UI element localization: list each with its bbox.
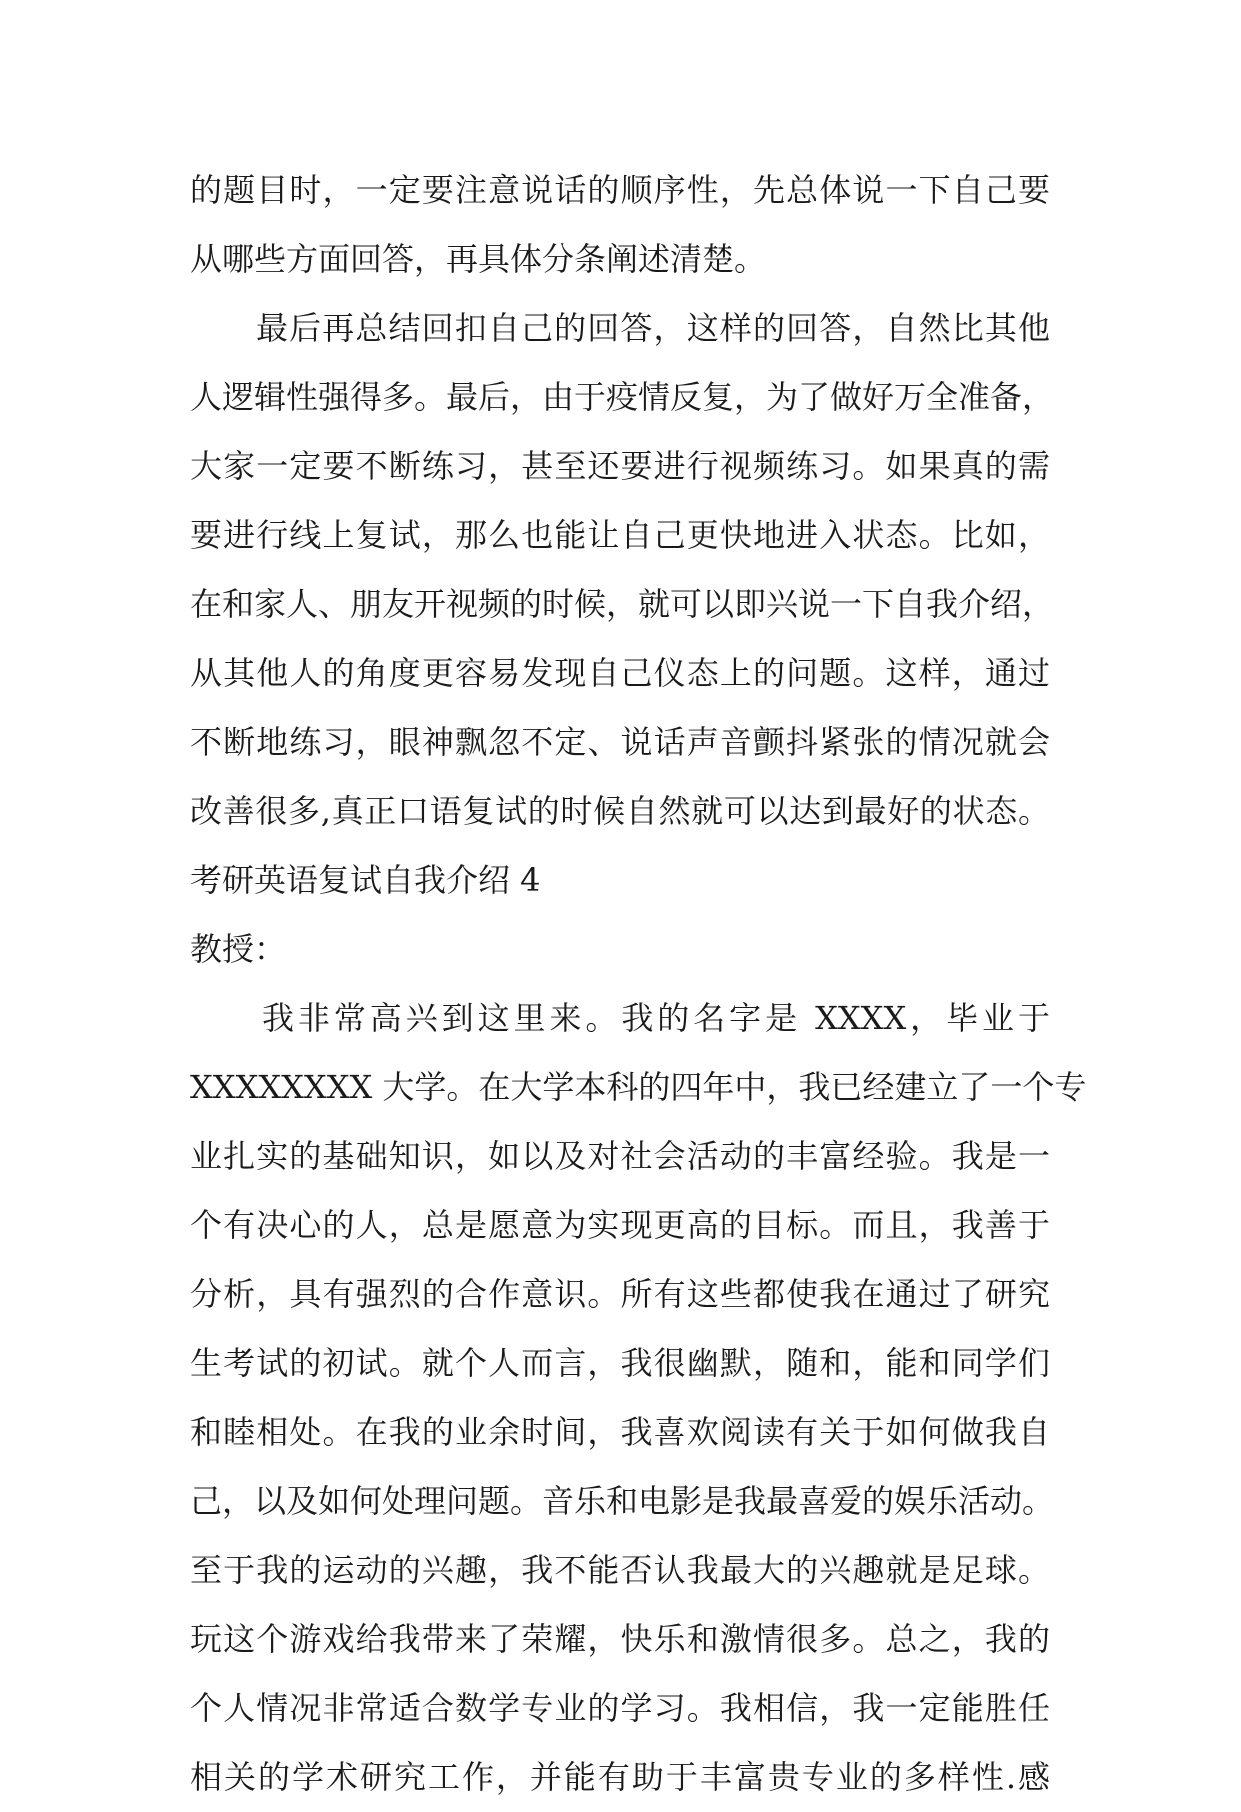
text-line: 大家一定要不断练习，甚至还要进行视频练习。如果真的需 xyxy=(190,447,1050,485)
paragraph-self-introduction xyxy=(190,984,1087,1812)
paragraph-summary xyxy=(190,294,1055,846)
text-line: 最后再总结回扣自己的回答，这样的回答，自然比其他 xyxy=(256,309,1050,347)
text-line: 我非常高兴到这里来。我的名字是 XXXX，毕业于 xyxy=(262,999,1050,1037)
text-line: 玩这个游戏给我带来了荣耀，快乐和激情很多。总之，我的 xyxy=(190,1620,1050,1658)
text-line: XXXXXXXX 大学。在大学本科的四年中，我已经建立了一个专 xyxy=(190,1068,1087,1106)
text-line: 要进行线上复试，那么也能让自己更快地进入状态。比如， xyxy=(190,516,1050,554)
text-line: 己，以及如何处理问题。音乐和电影是我最喜爱的娱乐活动。 xyxy=(190,1482,1055,1520)
text-line: 的题目时，一定要注意说话的顺序性，先总体说一下自己要 xyxy=(190,171,1050,209)
text-line: 改善很多,真正口语复试的时候自然就可以达到最好的状态。 xyxy=(190,792,1050,830)
text-line: 业扎实的基础知识，如以及对社会活动的丰富经验。我是一 xyxy=(190,1137,1050,1175)
text-line: 个人情况非常适合数学专业的学习。我相信，我一定能胜任 xyxy=(190,1689,1050,1727)
text-line: 不断地练习，眼神飘忽不定、说话声音颤抖紧张的情况就会 xyxy=(190,723,1050,761)
text-line: 至于我的运动的兴趣，我不能否认我最大的兴趣就是足球。 xyxy=(190,1551,1050,1589)
text-line: 生考试的初试。就个人而言，我很幽默，随和，能和同学们 xyxy=(190,1344,1050,1382)
text-line: 分析，具有强烈的合作意识。所有这些都使我在通过了研究 xyxy=(190,1275,1050,1313)
text-line: 人逻辑性强得多。最后，由于疫情反复，为了做好万全准备， xyxy=(190,378,1055,416)
text-line: 在和家人、朋友开视频的时候，就可以即兴说一下自我介绍， xyxy=(190,585,1055,623)
salutation: 教授： xyxy=(190,930,287,968)
text-line: 从其他人的角度更容易发现自己仪态上的问题。这样，通过 xyxy=(190,654,1050,692)
document-body xyxy=(190,156,1087,1812)
text-line: 个有决心的人，总是愿意为实现更高的目标。而且，我善于 xyxy=(190,1206,1050,1244)
text-line: 和睦相处。在我的业余时间，我喜欢阅读有关于如何做我自 xyxy=(190,1413,1050,1451)
text-line: 从哪些方面回答，再具体分条阐述清楚。 xyxy=(190,240,767,278)
text-line: 相关的学术研究工作，并能有助于丰富贵专业的多样性.感 xyxy=(190,1758,1050,1796)
section-heading: 考研英语复试自我介绍 4 xyxy=(190,861,541,899)
paragraph-continuation xyxy=(190,156,1050,294)
